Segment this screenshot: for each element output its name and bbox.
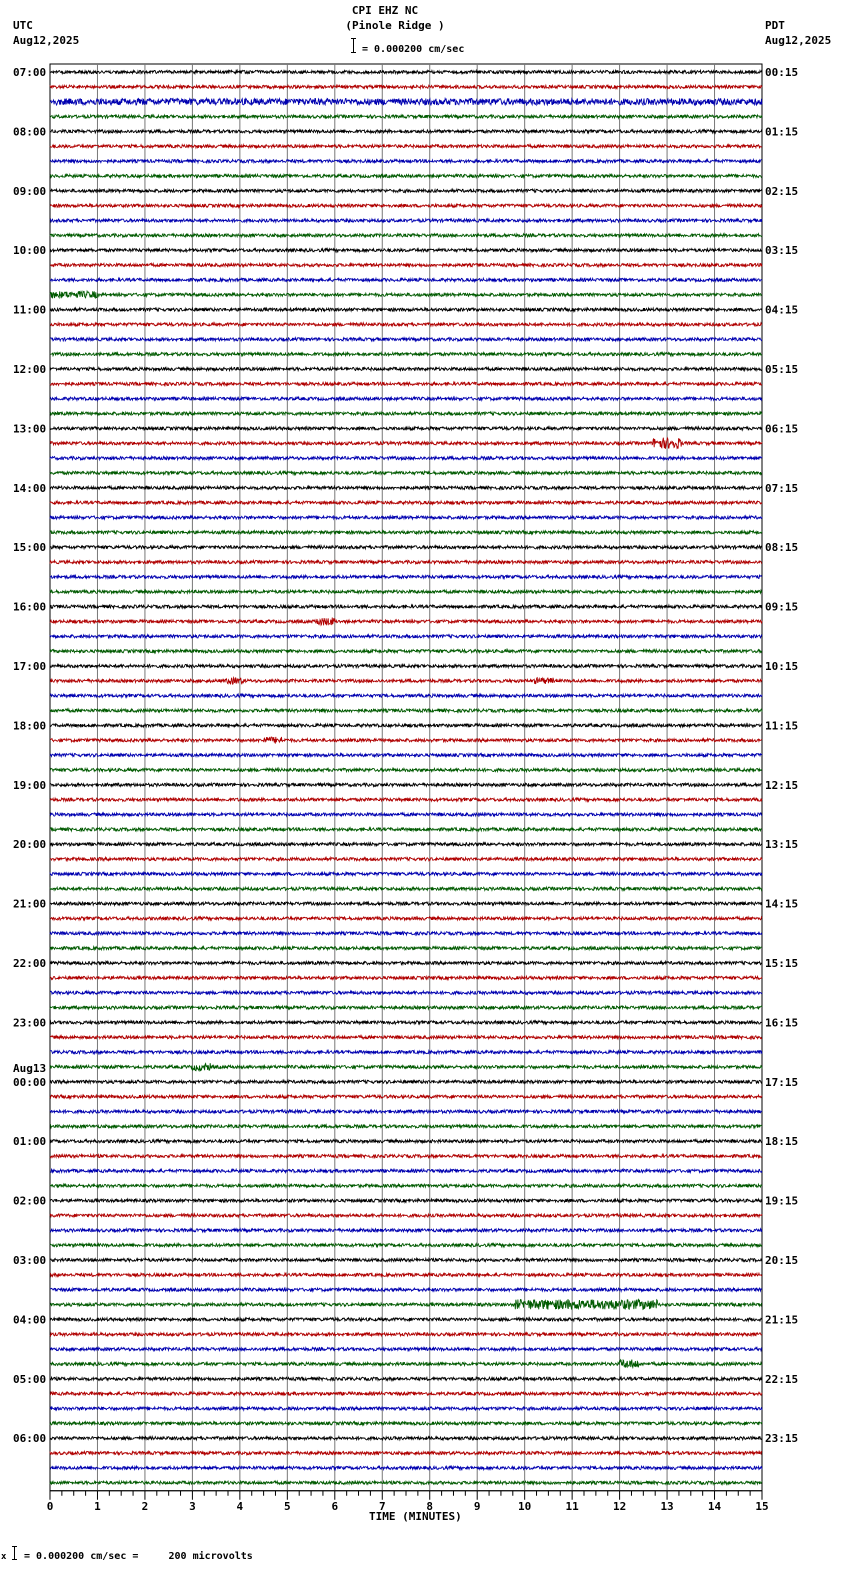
trace-21 [50,382,762,385]
trace-82 [50,1288,762,1291]
trace-80 [50,1258,762,1261]
trace-87 [50,1360,762,1368]
utc-hour-label: 12:00 [13,363,47,376]
pdt-hour-label: 23:15 [765,1432,799,1446]
trace-38 [50,635,762,638]
trace-37 [50,618,762,626]
pdt-hour-label: 22:15 [765,1372,799,1386]
pdt-hour-label: 21:15 [765,1313,799,1327]
left-date: Aug12,2025 [13,34,80,47]
pdt-hour-label: 18:15 [765,1135,799,1149]
utc-hour-label: 03:00 [13,1254,47,1267]
utc-hour-label: 21:00 [13,897,47,911]
trace-42 [50,694,762,697]
utc-hour-label: 17:00 [13,660,47,673]
utc-hour-label: 00:00 [13,1075,47,1089]
trace-70 [50,1110,762,1113]
footer-scale-text: = 0.000200 cm/sec = 200 microvolts [24,1551,253,1562]
trace-58 [50,932,762,935]
trace-43 [50,709,762,712]
right-timezone: PDT [765,19,785,32]
pdt-hour-label: 01:15 [765,125,799,139]
pdt-hour-label: 09:15 [765,600,799,614]
utc-hour-label: 11:00 [13,303,47,317]
trace-64 [50,1021,762,1024]
pdt-hour-label: 02:15 [765,184,799,198]
pdt-hour-label: 13:15 [765,838,799,852]
pdt-hour-label: 06:15 [765,422,799,436]
trace-17 [50,323,762,326]
trace-15 [50,291,762,298]
trace-18 [50,338,762,341]
utc-hour-label: 19:00 [13,778,47,792]
trace-79 [50,1244,762,1247]
pdt-hour-label: 03:15 [765,244,799,258]
trace-6 [50,160,762,163]
trace-91 [50,1422,762,1425]
trace-31 [50,531,762,534]
x-tick-label: 4 [236,1499,244,1513]
trace-7 [50,174,762,177]
trace-90 [50,1407,762,1410]
x-tick-label: 0 [46,1499,54,1513]
grid-lines [50,64,762,1491]
trace-20 [50,367,762,370]
x-tick-label: 10 [518,1499,532,1513]
trace-0 [50,70,762,73]
utc-hour-label: 20:00 [13,838,47,852]
trace-25 [50,438,762,449]
trace-92 [50,1437,762,1440]
pdt-hour-label: 17:15 [765,1075,799,1089]
trace-56 [50,902,762,905]
utc-hour-label: 13:00 [13,422,47,436]
station-title: CPI EHZ NC [351,4,419,17]
trace-10 [50,219,762,222]
trace-30 [50,516,762,519]
x-tick-label: 1 [94,1499,101,1513]
trace-60 [50,961,762,964]
trace-3 [50,115,762,118]
trace-27 [50,471,762,474]
trace-47 [50,768,762,771]
utc-hour-label: 02:00 [13,1194,47,1208]
x-tick-label: 3 [189,1499,196,1513]
trace-72 [50,1140,762,1143]
trace-78 [50,1229,762,1232]
right-date: Aug12,2025 [765,34,832,47]
x-tick-label: 2 [141,1499,149,1513]
trace-8 [50,189,762,192]
trace-44 [50,724,762,727]
trace-19 [50,353,762,356]
utc-hour-label: 14:00 [13,481,47,495]
pdt-hour-label: 11:15 [765,719,799,733]
trace-71 [50,1125,762,1128]
trace-95 [50,1481,762,1484]
trace-39 [50,650,762,653]
trace-45 [50,737,762,744]
trace-94 [50,1466,762,1469]
footer-scale-bar-icon [12,1546,17,1560]
trace-61 [50,976,762,979]
trace-9 [50,204,762,207]
trace-55 [50,887,762,890]
pdt-hour-label: 16:15 [765,1016,799,1030]
trace-40 [50,664,762,667]
x-tick-label: 14 [707,1499,722,1513]
trace-34 [50,575,762,578]
trace-74 [50,1169,762,1172]
trace-22 [50,397,762,400]
trace-59 [50,947,762,950]
trace-16 [50,308,762,311]
scale-text: = 0.000200 cm/sec [362,44,465,55]
trace-52 [50,843,762,846]
trace-41 [50,677,762,684]
trace-84 [50,1318,762,1321]
pdt-hour-label: 10:15 [765,660,799,673]
x-tick-label: 6 [331,1499,339,1513]
trace-46 [50,754,762,757]
trace-54 [50,872,762,875]
trace-33 [50,560,762,563]
trace-4 [50,130,762,133]
trace-2 [50,98,762,105]
utc-hour-label: 23:00 [13,1016,47,1030]
trace-63 [50,1006,762,1009]
trace-83 [50,1299,762,1309]
pdt-hour-label: 19:15 [765,1194,799,1208]
trace-67 [50,1063,762,1071]
utc-hour-label: 04:00 [13,1313,47,1327]
footer-mark: x [1,1552,7,1562]
trace-29 [50,501,762,504]
trace-93 [50,1451,762,1454]
trace-49 [50,798,762,801]
x-tick-label: 9 [473,1499,481,1513]
pdt-hour-label: 04:15 [765,303,799,317]
utc-hour-label: 22:00 [13,957,47,970]
trace-81 [50,1273,762,1276]
trace-50 [50,813,762,816]
pdt-hour-label: 08:15 [765,541,799,555]
trace-1 [50,85,762,88]
x-tick-label: 7 [378,1499,386,1513]
utc-hour-label: 18:00 [13,719,47,733]
pdt-hour-label: 00:15 [765,66,799,79]
trace-65 [50,1036,762,1039]
trace-32 [50,546,762,549]
utc-hour-label: 10:00 [13,244,47,258]
day-change-label: Aug13 [13,1061,47,1075]
utc-hour-label: 06:00 [13,1432,47,1446]
trace-69 [50,1095,762,1098]
x-tick-label: 5 [284,1499,291,1513]
trace-88 [50,1377,762,1380]
trace-48 [50,783,762,786]
x-tick-label: 11 [565,1499,579,1513]
trace-14 [50,278,762,281]
pdt-hour-label: 20:15 [765,1254,799,1267]
trace-73 [50,1154,762,1157]
x-axis-label: TIME (MINUTES) [369,1510,462,1523]
trace-11 [50,234,762,237]
pdt-hour-label: 15:15 [765,957,799,970]
trace-85 [50,1333,762,1336]
x-tick-label: 15 [755,1499,769,1513]
trace-89 [50,1392,762,1395]
utc-hour-label: 15:00 [13,541,47,555]
x-tick-label: 8 [426,1499,434,1513]
site-title: (Pinole Ridge ) [345,19,445,32]
trace-23 [50,412,762,415]
trace-26 [50,457,762,460]
plot-frame [50,64,762,1491]
trace-28 [50,486,762,489]
utc-hour-label: 16:00 [13,600,47,614]
trace-62 [50,991,762,994]
trace-24 [50,427,762,430]
x-tick-label: 13 [660,1499,674,1513]
x-tick-label: 12 [612,1499,627,1513]
left-timezone: UTC [13,19,33,32]
trace-group [50,70,762,1484]
pdt-hour-label: 12:15 [765,778,799,792]
trace-77 [50,1214,762,1217]
utc-hour-label: 07:00 [13,66,47,79]
utc-hour-label: 09:00 [13,184,47,198]
trace-13 [50,263,762,266]
utc-hour-label: 05:00 [13,1372,47,1386]
trace-36 [50,605,762,608]
trace-86 [50,1348,762,1351]
trace-5 [50,145,762,148]
pdt-hour-label: 05:15 [765,363,799,376]
trace-57 [50,917,762,920]
utc-hour-label: 08:00 [13,125,47,139]
trace-35 [50,590,762,593]
pdt-hour-label: 14:15 [765,897,799,911]
trace-75 [50,1184,762,1187]
pdt-hour-label: 07:15 [765,481,799,495]
trace-76 [50,1199,762,1202]
trace-66 [50,1051,762,1054]
utc-hour-label: 01:00 [13,1135,47,1149]
trace-12 [50,249,762,252]
trace-51 [50,828,762,831]
trace-68 [50,1080,762,1083]
trace-53 [50,857,762,860]
